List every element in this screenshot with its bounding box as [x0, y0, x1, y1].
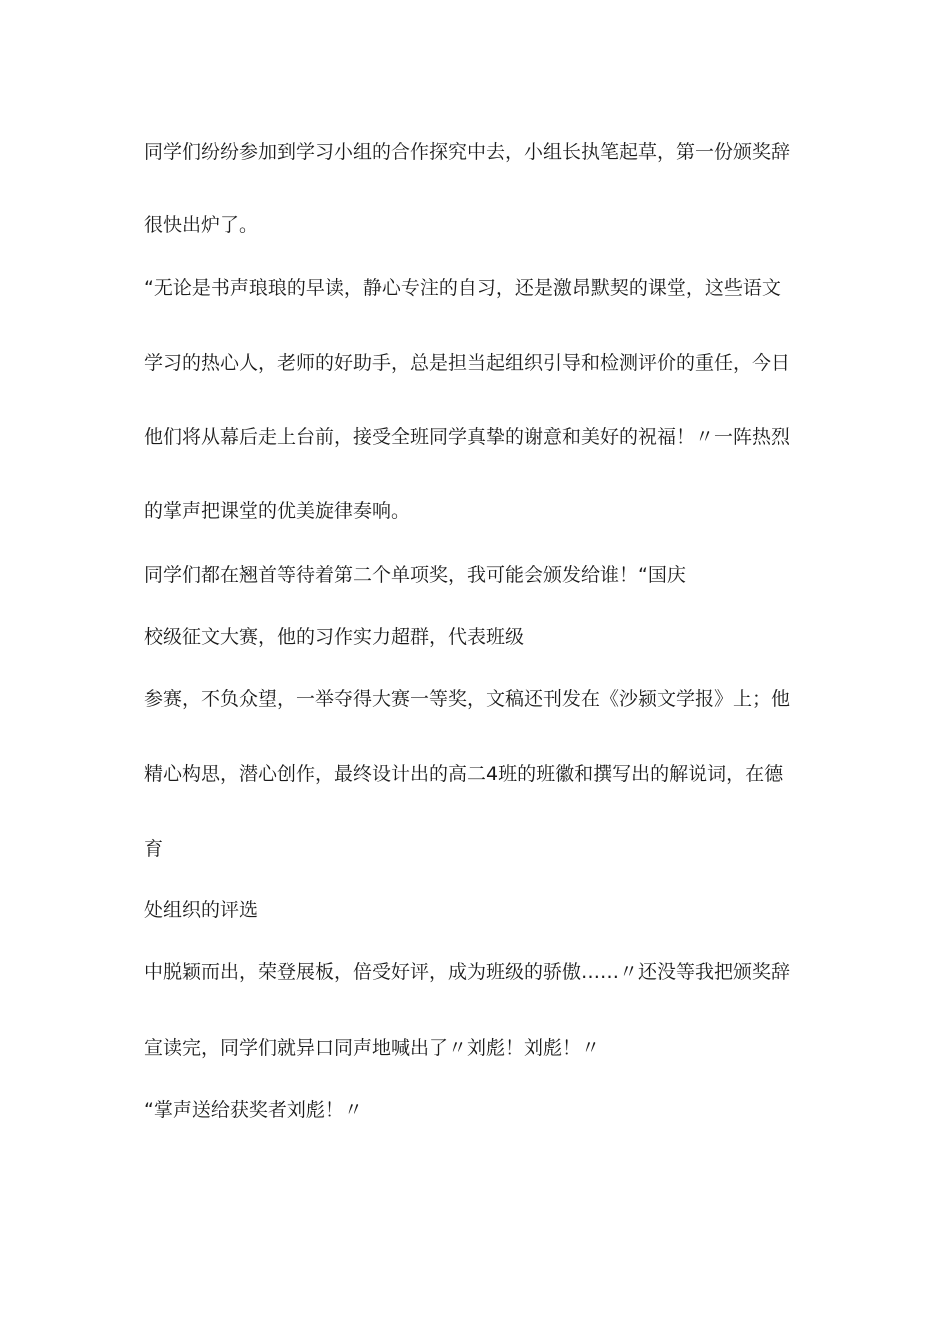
paragraph-line-8: 校级征文大赛，他的习作实力超群，代表班级: [144, 626, 525, 648]
paragraph-line-2: 很快出炉了。: [144, 214, 259, 236]
paragraph-line-4: 学习的热心人，老师的好助手，总是担当起组织引导和检测评价的重任，今日: [144, 352, 791, 374]
paragraph-line-9: 参赛，不负众望，一举夺得大赛一等奖，文稿还刊发在《沙颍文学报》上；他: [144, 688, 791, 710]
paragraph-line-6: 的掌声把课堂的优美旋律奏响。: [144, 500, 411, 522]
paragraph-line-5: 他们将从幕后走上台前，接受全班同学真挚的谢意和美好的祝福！〃一阵热烈: [144, 426, 791, 448]
paragraph-line-7: 同学们都在翘首等待着第二个单项奖，我可能会颁发给谁！“国庆: [144, 564, 686, 586]
paragraph-line-11: 育: [144, 838, 164, 860]
paragraph-line-12: 处组织的评选: [144, 899, 259, 921]
paragraph-line-14: 宣读完，同学们就异口同声地喊出了〃刘彪！刘彪！〃: [144, 1037, 601, 1059]
paragraph-line-10: 精心构思，潜心创作，最终设计出的高二4班的班徽和撰写出的解说词，在德: [144, 763, 784, 785]
paragraph-line-3: “无论是书声琅琅的早读，静心专注的自习，还是激昂默契的课堂，这些语文: [144, 277, 781, 299]
paragraph-line-1: 同学们纷纷参加到学习小组的合作探究中去，小组长执笔起草，第一份颁奖辞: [144, 141, 791, 163]
paragraph-line-13: 中脱颖而出，荣登展板，倍受好评，成为班级的骄傲……〃还没等我把颁奖辞: [144, 961, 791, 983]
paragraph-line-15: “掌声送给获奖者刘彪！〃: [144, 1099, 363, 1121]
